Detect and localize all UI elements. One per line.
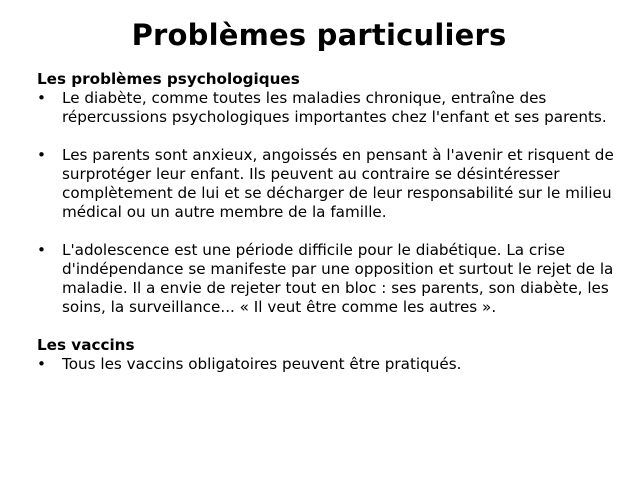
- bullet-text: Tous les vaccins obligatoires peuvent être pratiqués.: [62, 355, 462, 373]
- bullet-text: L'adolescence est une période difficile pour le diabétique. La crise d'indépendance se manifeste par une opposition et surtout le rejet de la maladie. Il a envie de rejeter tout en bloc : ses parents, son diabète, les soins, la surveillance... « Il veut être comme les autres ».: [62, 241, 614, 316]
- slide-title: Problèmes particuliers: [131, 18, 507, 52]
- section-heading-psychological: Les problèmes psychologiques: [37, 70, 300, 88]
- bullet-item: [37, 355, 627, 374]
- bullet-dot: •: [37, 241, 46, 259]
- bullet-dot: •: [37, 89, 46, 107]
- bullet-item: [37, 241, 627, 317]
- bullet-text: Le diabète, comme toutes les maladies chronique, entraîne des répercussions psychologiques importantes chez l'enfant et ses parents.: [62, 89, 607, 126]
- bullet-dot: •: [37, 146, 46, 164]
- bullet-item: [37, 146, 627, 222]
- bullet-item: [37, 89, 627, 127]
- slide-content: [37, 70, 627, 374]
- section-heading-vaccines: Les vaccins: [37, 336, 135, 354]
- bullet-dot: •: [37, 355, 46, 373]
- bullet-text: Les parents sont anxieux, angoissés en pensant à l'avenir et risquent de surprotéger leur enfant. Ils peuvent au contraire se désintéresser complètement de lui et se décharger de leur responsabilité sur le milieu médical ou un autre membre de la famille.: [62, 146, 614, 221]
